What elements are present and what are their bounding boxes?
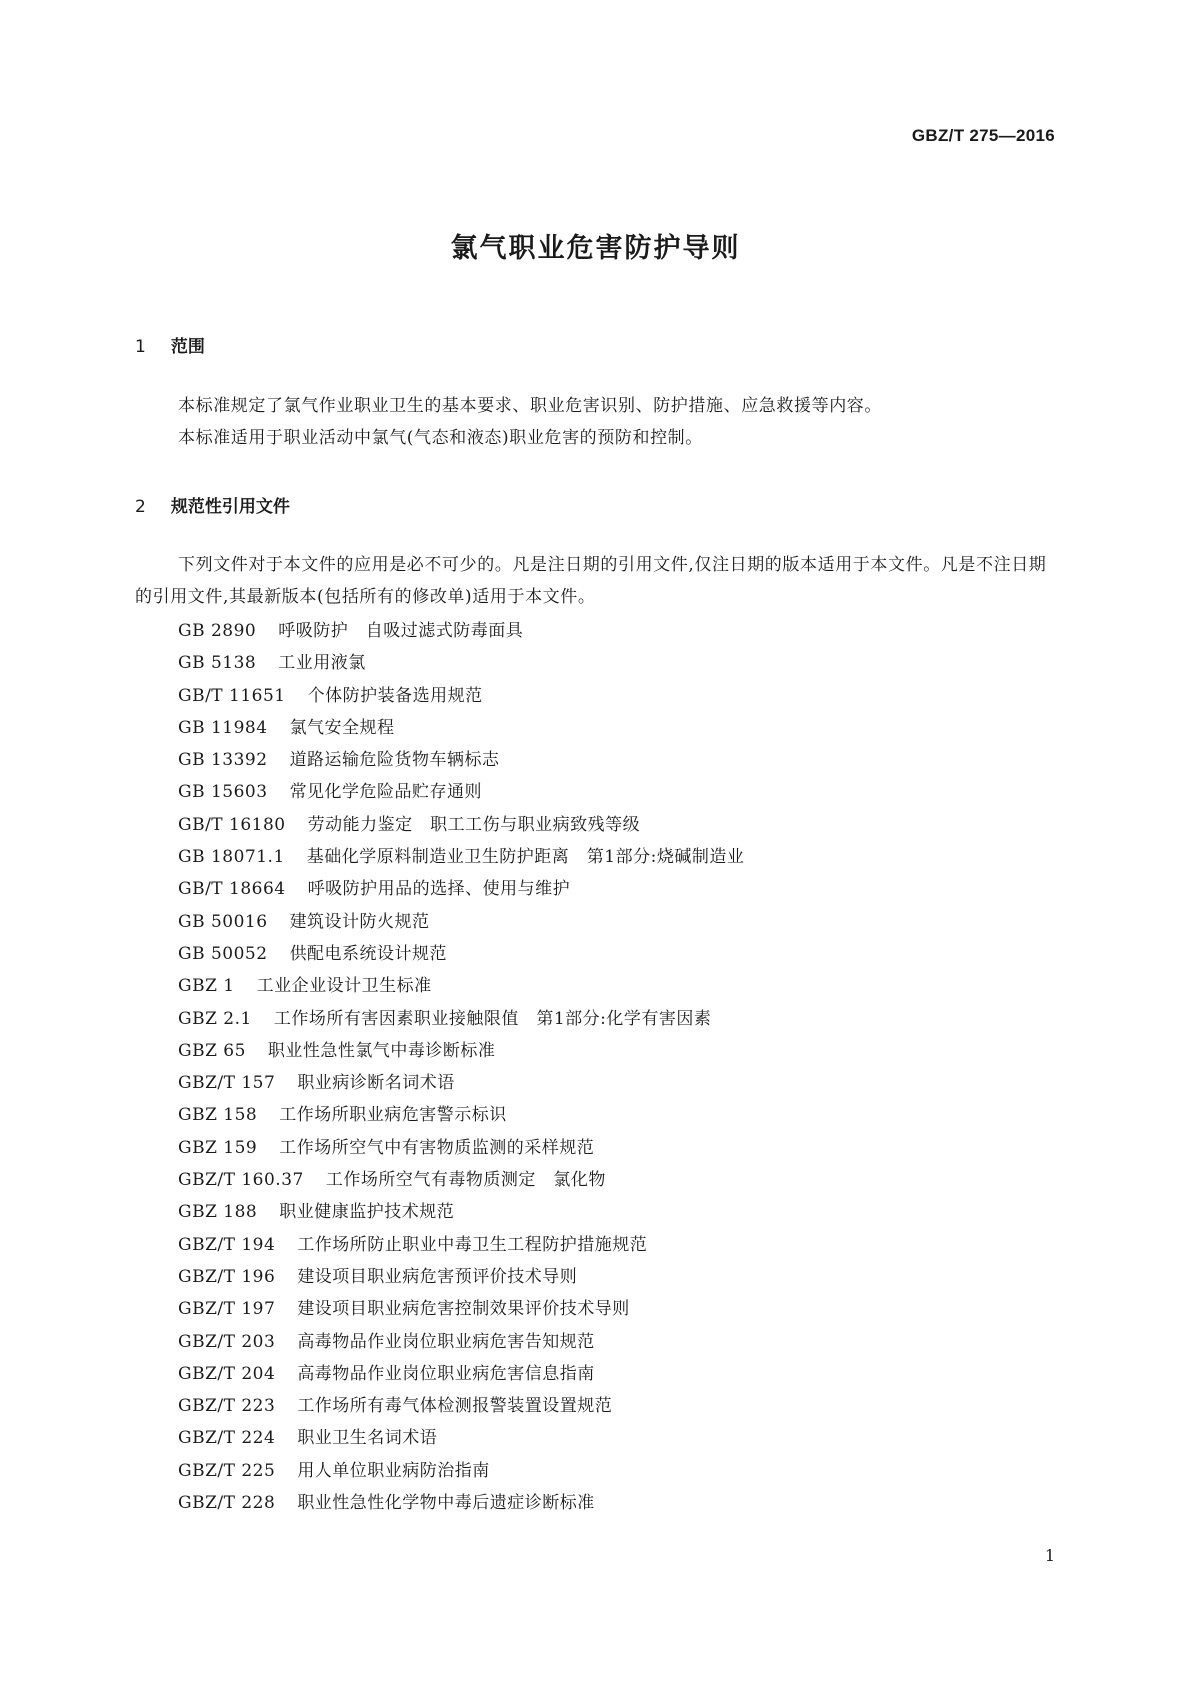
reference-title: 职业性急性化学物中毒后遗症诊断标准	[297, 1493, 595, 1514]
section-heading-normative-references	[135, 492, 290, 517]
reference-title: 氯气安全规程	[289, 717, 395, 738]
reference-code: GBZ 1	[178, 976, 235, 997]
reference-code: GBZ/T 197	[178, 1299, 276, 1320]
reference-title: 基础化学原料制造业卫生防护距离 第1部分:烧碱制造业	[306, 847, 745, 868]
reference-item	[178, 1003, 744, 1035]
reference-item	[178, 1196, 744, 1228]
reference-code: GBZ/T 203	[178, 1331, 276, 1352]
reference-title: 工作场所有毒气体检测报警装置设置规范	[297, 1396, 613, 1417]
reference-title: 建设项目职业病危害控制效果评价技术导则	[297, 1299, 630, 1320]
reference-item	[178, 1164, 744, 1196]
reference-code: GBZ/T 160.37	[178, 1170, 304, 1191]
page-number: 1	[1044, 1546, 1055, 1565]
reference-code: GBZ 188	[178, 1202, 258, 1223]
standard-code: GBZ/T 275—2016	[911, 126, 1055, 145]
reference-title: 职业性急性氯气中毒诊断标准	[267, 1040, 496, 1061]
reference-title: 用人单位职业病防治指南	[297, 1460, 490, 1481]
reference-item	[178, 1487, 744, 1519]
reference-code: GBZ 158	[178, 1105, 258, 1126]
reference-title: 建设项目职业病危害预评价技术导则	[297, 1266, 578, 1287]
scope-paragraphs	[135, 390, 1060, 454]
reference-code: GBZ 2.1	[178, 1008, 252, 1029]
reference-item	[178, 712, 744, 744]
reference-title: 工业企业设计卫生标准	[256, 976, 432, 997]
reference-title: 常见化学危险品贮存通则	[289, 782, 483, 803]
reference-code: GBZ/T 196	[178, 1266, 276, 1287]
reference-title: 个体防护装备选用规范	[307, 685, 483, 706]
reference-code: GBZ/T 223	[178, 1396, 276, 1417]
reference-title: 高毒物品作业岗位职业病危害告知规范	[297, 1331, 595, 1352]
reference-item	[178, 1067, 744, 1099]
reference-code: GBZ/T 194	[178, 1234, 276, 1255]
reference-title: 高毒物品作业岗位职业病危害信息指南	[297, 1363, 595, 1384]
reference-code: GB 13392	[178, 750, 268, 771]
reference-title: 工作场所空气有毒物质测定 氯化物	[325, 1170, 606, 1191]
reference-item	[178, 1390, 744, 1422]
reference-code: GB 5138	[178, 653, 257, 674]
reference-code: GB 18071.1	[178, 847, 285, 868]
reference-code: GBZ 159	[178, 1137, 258, 1158]
section-number: 2	[135, 497, 146, 517]
reference-title: 建筑设计防火规范	[289, 911, 430, 932]
reference-item	[178, 1422, 744, 1454]
section-number: 1	[135, 337, 146, 357]
reference-title: 职业健康监护技术规范	[279, 1202, 455, 1223]
reference-item	[178, 1035, 744, 1067]
reference-item	[178, 1099, 744, 1131]
reference-code: GB 11984	[178, 717, 268, 738]
reference-title: 工业用液氯	[278, 653, 366, 674]
reference-item	[178, 809, 744, 841]
reference-item	[178, 615, 744, 647]
reference-code: GBZ/T 204	[178, 1363, 276, 1384]
reference-title: 职业病诊断名词术语	[297, 1073, 455, 1094]
reference-code: GBZ/T 228	[178, 1493, 276, 1514]
reference-code: GBZ/T 157	[178, 1073, 276, 1094]
reference-title: 职业卫生名词术语	[297, 1428, 438, 1449]
reference-item	[178, 1293, 744, 1325]
document-title: 氯气职业危害防护导则	[450, 233, 741, 264]
reference-title: 工作场所空气中有害物质监测的采样规范	[279, 1137, 595, 1158]
reference-item	[178, 873, 744, 905]
reference-code: GB 15603	[178, 782, 268, 803]
reference-item	[178, 970, 744, 1002]
reference-item	[178, 744, 744, 776]
section-title: 范围	[170, 337, 205, 357]
reference-item	[178, 938, 744, 970]
reference-item	[178, 1326, 744, 1358]
reference-item	[178, 680, 744, 712]
reference-item	[178, 1229, 744, 1261]
reference-item	[178, 1455, 744, 1487]
reference-code: GB/T 16180	[178, 814, 286, 835]
reference-item	[178, 776, 744, 808]
reference-title: 工作场所职业病危害警示标识	[279, 1105, 507, 1126]
reference-item	[178, 841, 744, 873]
section-heading-scope	[135, 332, 205, 357]
reference-item	[178, 1132, 744, 1164]
reference-title: 道路运输危险货物车辆标志	[289, 750, 500, 771]
reference-code: GB 50052	[178, 943, 268, 964]
reference-code: GB 50016	[178, 911, 268, 932]
reference-title: 呼吸防护用品的选择、使用与维护	[307, 879, 571, 900]
reference-code: GBZ/T 225	[178, 1460, 276, 1481]
reference-item	[178, 1358, 744, 1390]
reference-item	[178, 647, 744, 679]
section-title: 规范性引用文件	[170, 497, 290, 517]
reference-item	[178, 1261, 744, 1293]
paragraph: 本标准规定了氯气作业职业卫生的基本要求、职业危害识别、防护措施、应急救援等内容。	[178, 396, 882, 416]
reference-code: GB/T 11651	[178, 685, 286, 706]
reference-code: GB 2890	[178, 621, 257, 641]
reference-list	[178, 615, 744, 1519]
reference-title: 劳动能力鉴定 职工工伤与职业病致残等级	[307, 814, 641, 835]
references-intro-paragraph: 下列文件对于本文件的应用是必不可少的。凡是注日期的引用文件,仅注日期的版本适用于本文件。凡是不注日期的引用文件,其最新版本(包括所有的修改单)适用于本文件。	[135, 555, 1047, 607]
reference-title: 呼吸防护 自吸过滤式防毒面具	[278, 621, 524, 641]
reference-title: 供配电系统设计规范	[289, 943, 448, 964]
reference-item	[178, 906, 744, 938]
reference-code: GB/T 18664	[178, 879, 286, 900]
paragraph: 本标准适用于职业活动中氯气(气态和液态)职业危害的预防和控制。	[178, 428, 703, 448]
reference-code: GBZ 65	[178, 1040, 246, 1061]
reference-title: 工作场所有害因素职业接触限值 第1部分:化学有害因素	[273, 1008, 712, 1029]
reference-title: 工作场所防止职业中毒卫生工程防护措施规范	[297, 1234, 648, 1255]
reference-code: GBZ/T 224	[178, 1428, 276, 1449]
